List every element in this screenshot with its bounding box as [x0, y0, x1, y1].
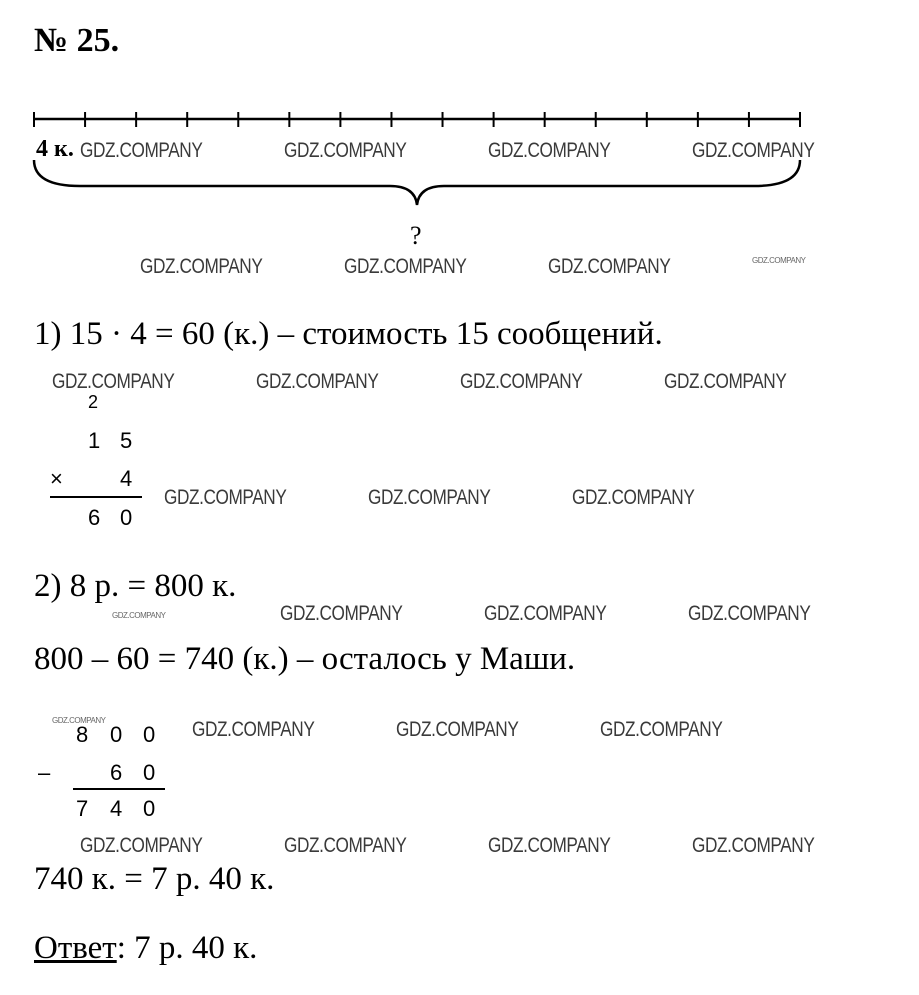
mult-bottom-digit: 4 [120, 466, 133, 491]
watermark: GDZ.COMPANY [140, 255, 263, 278]
sub-top-digit: 8 [76, 722, 89, 747]
answer-line [34, 930, 257, 967]
sub-bottom-digit: 0 [143, 760, 156, 785]
step-2-conversion: 2) 8 р. = 800 к. [34, 568, 237, 604]
step-2-calculation: 800 – 60 = 740 (к.) – осталось у Маши. [34, 641, 576, 677]
watermark: GDZ.COMPANY [484, 602, 607, 625]
segment-label: 4 к. [36, 136, 74, 162]
watermark: GDZ.COMPANY [52, 370, 175, 393]
mult-carry: 2 [88, 392, 99, 412]
watermark: GDZ.COMPANY [548, 255, 671, 278]
mult-rule [50, 496, 142, 498]
watermark: GDZ.COMPANY [572, 486, 695, 509]
sub-top-digit: 0 [143, 722, 156, 747]
watermark: GDZ.COMPANY [192, 718, 315, 741]
watermark: GDZ.COMPANY [256, 370, 379, 393]
watermark: GDZ.COMPANY [460, 370, 583, 393]
conversion-line: 740 к. = 7 р. 40 к. [34, 861, 275, 897]
question-mark: ? [410, 221, 422, 250]
watermark: GDZ.COMPANY [52, 716, 106, 725]
brace [34, 160, 800, 205]
mult-top-digit: 5 [120, 428, 133, 453]
answer-label: Ответ [34, 930, 117, 966]
watermark: GDZ.COMPANY [664, 370, 787, 393]
mult-result-digit: 6 [88, 505, 101, 530]
problem-title: № 25. [34, 22, 120, 59]
mult-operator: × [50, 466, 63, 491]
sub-top-digit: 0 [110, 722, 123, 747]
mult-top-digit: 1 [88, 428, 101, 453]
sub-result-digit: 4 [110, 796, 123, 821]
watermark: GDZ.COMPANY [488, 834, 611, 857]
watermark: GDZ.COMPANY [164, 486, 287, 509]
watermark: GDZ.COMPANY [600, 718, 723, 741]
sub-bottom-digit: 6 [110, 760, 123, 785]
sub-result-digit: 0 [143, 796, 156, 821]
watermark: GDZ.COMPANY [344, 255, 467, 278]
watermark: GDZ.COMPANY [284, 834, 407, 857]
step-1: 1) 15 · 4 = 60 (к.) – стоимость 15 сообщений. [34, 316, 663, 352]
watermark: GDZ.COMPANY [692, 139, 815, 162]
watermark: GDZ.COMPANY [368, 486, 491, 509]
watermark: GDZ.COMPANY [80, 139, 203, 162]
sub-result-digit: 7 [76, 796, 89, 821]
watermark: GDZ.COMPANY [396, 718, 519, 741]
segment-diagram [0, 0, 919, 260]
watermark: GDZ.COMPANY [284, 139, 407, 162]
sub-rule [73, 788, 165, 790]
watermark: GDZ.COMPANY [488, 139, 611, 162]
answer-value: : 7 р. 40 к. [116, 930, 258, 966]
watermark: GDZ.COMPANY [112, 611, 166, 620]
mult-result-digit: 0 [120, 505, 133, 530]
watermark: GDZ.COMPANY [280, 602, 403, 625]
watermark: GDZ.COMPANY [692, 834, 815, 857]
watermark: GDZ.COMPANY [688, 602, 811, 625]
watermark: GDZ.COMPANY [752, 256, 806, 265]
watermark: GDZ.COMPANY [80, 834, 203, 857]
sub-operator: – [38, 760, 51, 785]
